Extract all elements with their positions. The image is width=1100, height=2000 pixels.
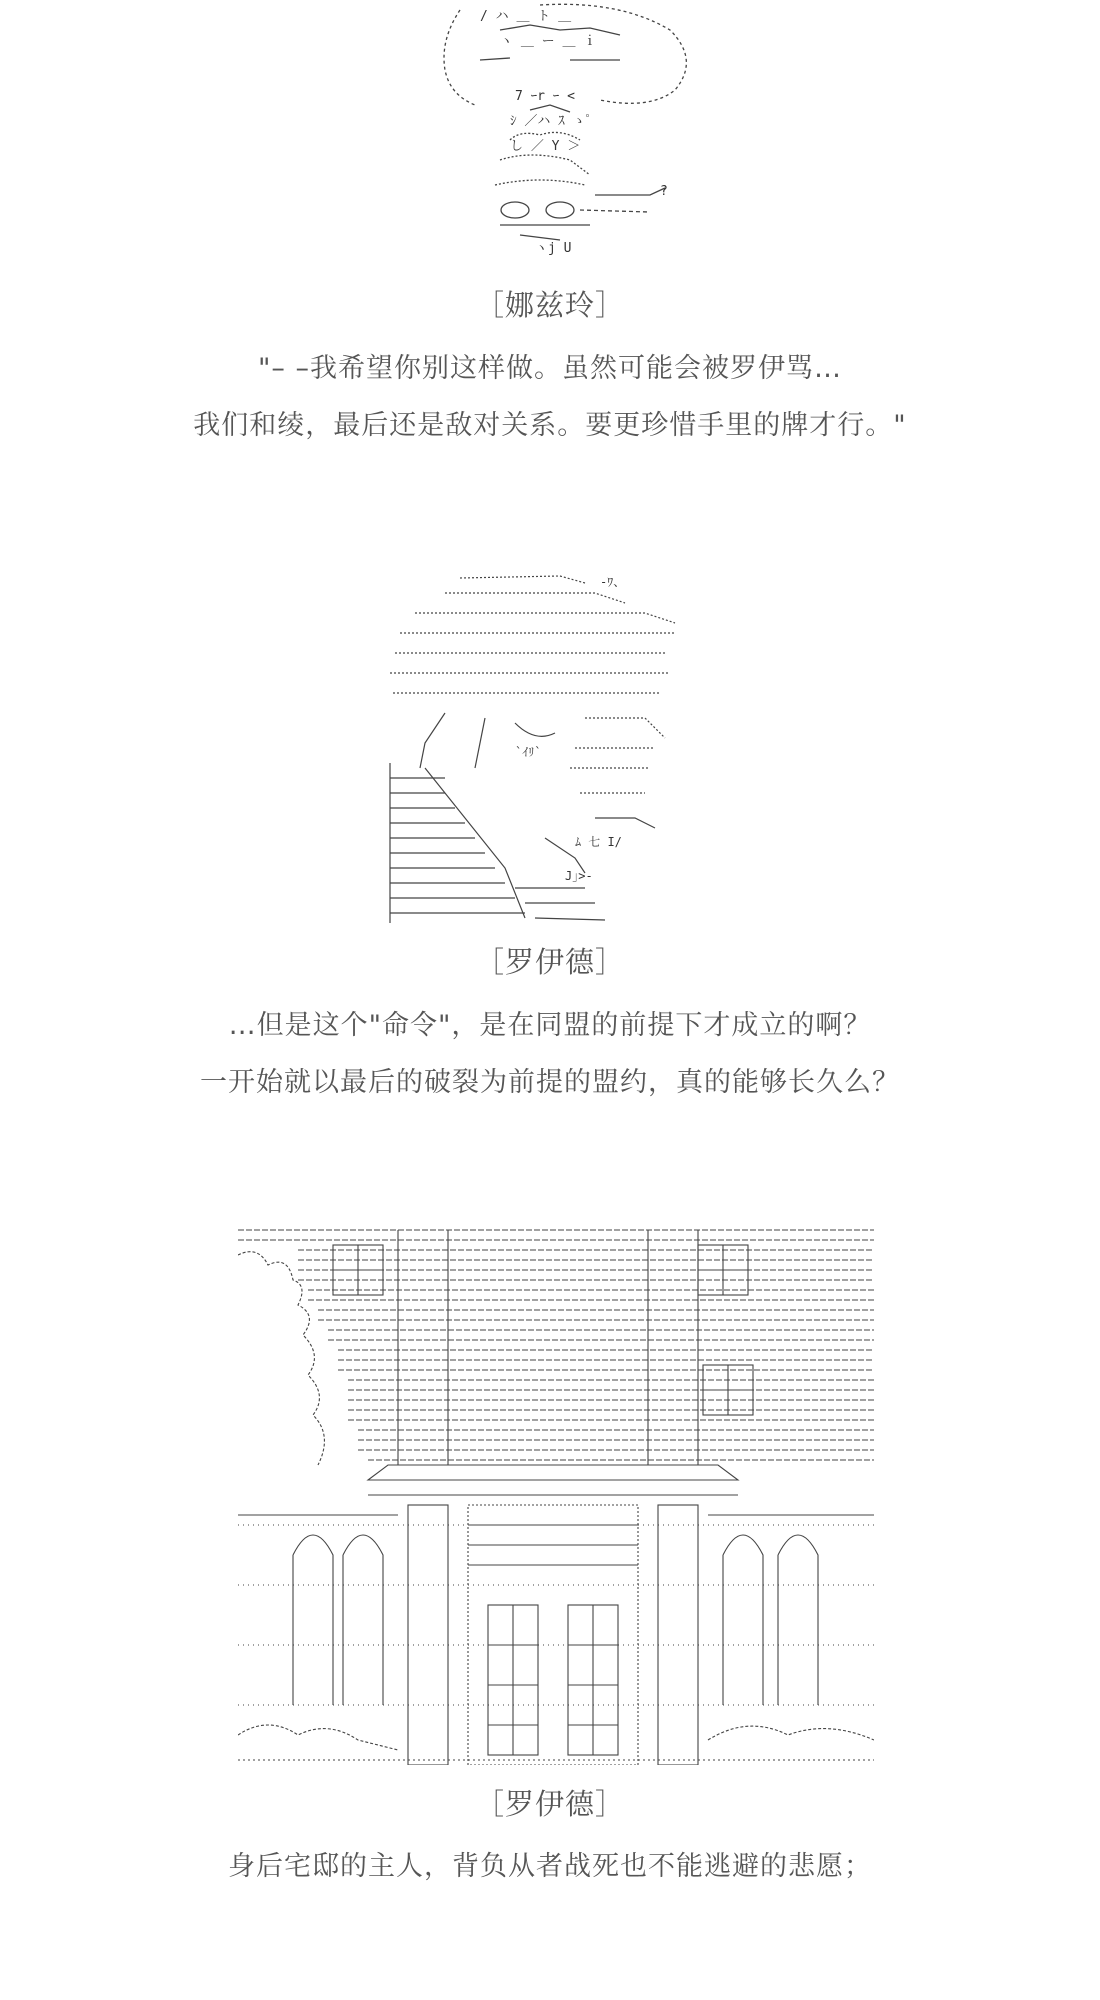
- speaker-name: ［娜兹玲］: [474, 288, 625, 322]
- speaker-name: ［罗伊德］: [474, 945, 625, 979]
- svg-text:`ｲﾘ`: `ｲﾘ`: [515, 745, 542, 759]
- svg-text:7 ｰr ｰ <: 7 ｰr ｰ <: [515, 89, 575, 104]
- ascii-art-nazrin: [420, 0, 720, 260]
- dialogue-line: …但是这个"命令"，是在同盟的前提下才成立的啊？: [228, 1010, 872, 1041]
- dialogue-line: 一开始就以最后的破裂为前提的盟约，真的能够长久么？: [200, 1067, 900, 1098]
- dialogue-line: 我们和绫，最后还是敌对关系。要更珍惜手里的牌才行。": [193, 410, 907, 441]
- svg-text:し ／ Y ＞: し ／ Y ＞: [510, 139, 581, 154]
- svg-text:ヽj U: ヽj U: [535, 241, 572, 256]
- svg-text:J｣>-: J｣>-: [565, 869, 593, 883]
- ascii-art-royd: [385, 568, 715, 928]
- svg-text:?: ?: [660, 184, 668, 199]
- speaker-name: ［罗伊德］: [474, 1787, 625, 1821]
- svg-text:ﾑ 七 I/: ﾑ 七 I/: [575, 835, 622, 849]
- svg-text:/ ハ ＿ ト ＿: / ハ ＿ ト ＿: [480, 9, 572, 24]
- svg-text:-ﾜ、: -ﾜ、: [600, 575, 626, 589]
- ascii-art-mansion: [238, 1225, 874, 1765]
- dialogue-line: "– –我希望你别这样做。虽然可能会被罗伊骂…: [257, 353, 842, 384]
- svg-text:ヽ ＿ ー ＿ ｉ: ヽ ＿ ー ＿ ｉ: [500, 34, 597, 49]
- dialogue-line: 身后宅邸的主人，背负从者战死也不能逃避的悲愿；: [228, 1851, 872, 1882]
- svg-text:ｼ ／ハ ｽ ゝﾟ: ｼ ／ハ ｽ ゝﾟ: [510, 114, 592, 129]
